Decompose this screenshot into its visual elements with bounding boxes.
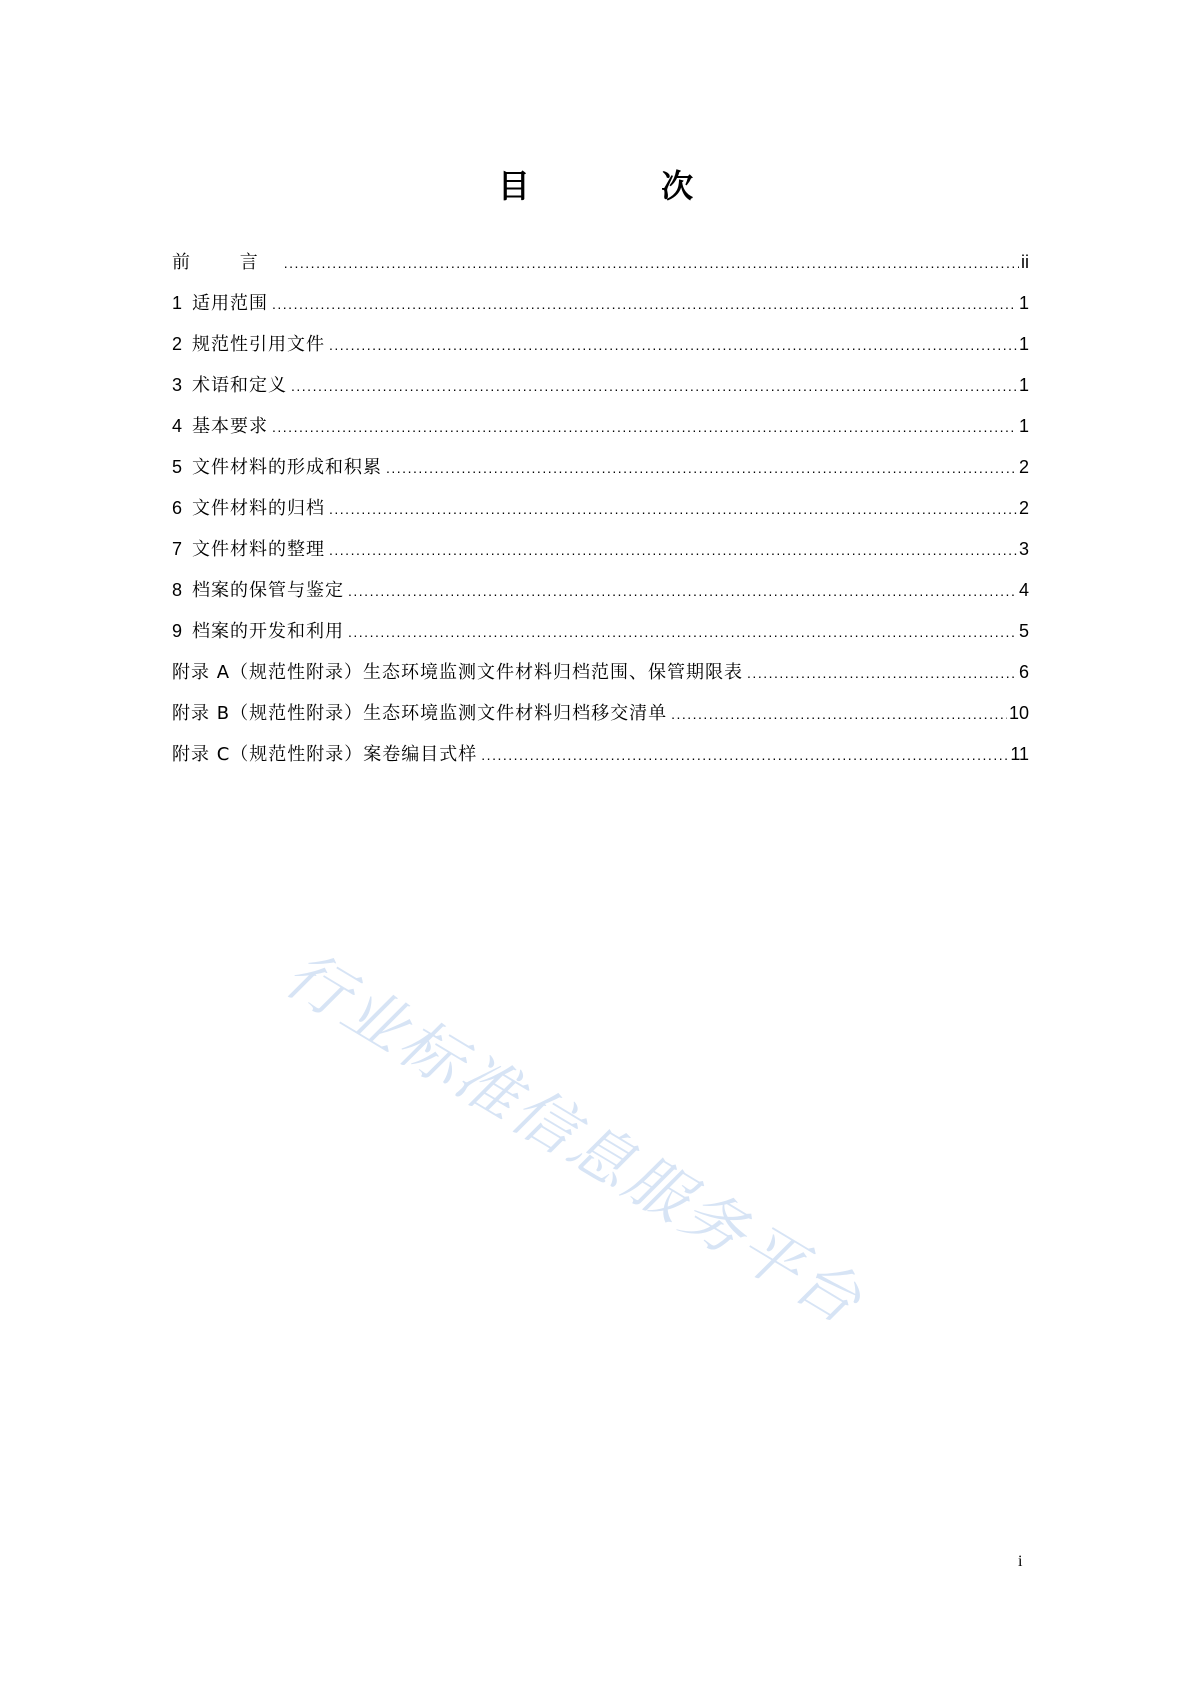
toc-entry-label: 前 言 — [172, 252, 280, 273]
toc-entry-foreword[interactable] — [172, 248, 1029, 289]
toc-entry-scope[interactable] — [172, 289, 1029, 330]
toc-leader-dots — [348, 618, 1017, 646]
toc-leader-dots — [329, 536, 1017, 564]
toc-entry-label: 附录 A（规范性附录）生态环境监测文件材料归档范围、保管期限表 — [172, 662, 744, 683]
toc-leader-dots — [284, 249, 1019, 277]
page-number: i — [1018, 1553, 1023, 1570]
toc-entry-page: 6 — [1018, 662, 1029, 682]
toc-entry-arrangement[interactable] — [172, 535, 1029, 576]
toc-entry-terms-definitions[interactable] — [172, 371, 1029, 412]
toc-leader-dots — [329, 331, 1017, 359]
toc-entry-label: 术语和定义 — [192, 375, 288, 396]
toc-entry-label: 规范性引用文件 — [192, 334, 326, 355]
toc-entry-number: 4 — [172, 416, 183, 436]
toc-entry-page: 4 — [1018, 580, 1029, 600]
toc-entry-formation-accumulation[interactable] — [172, 453, 1029, 494]
toc-entry-appendix-c[interactable] — [172, 740, 1029, 781]
toc-entry-page: 11 — [1010, 744, 1029, 764]
toc-entry-label: 附录 B（规范性附录）生态环境监测文件材料归档移交清单 — [172, 703, 668, 724]
watermark: 行业标准信息服务平台 — [272, 936, 877, 1340]
toc-entry-appendix-b[interactable] — [172, 699, 1029, 740]
toc-leader-dots — [671, 700, 1007, 728]
toc-entry-label: 基本要求 — [192, 416, 269, 437]
toc-entry-development-utilization[interactable] — [172, 617, 1029, 658]
toc-entry-page: 1 — [1018, 375, 1029, 395]
toc-leader-dots — [272, 290, 1017, 318]
toc-entry-page: 2 — [1018, 457, 1029, 477]
toc-entry-page: 2 — [1018, 498, 1029, 518]
toc-leader-dots — [348, 577, 1017, 605]
toc-entry-label: 档案的开发和利用 — [192, 621, 345, 642]
toc-entry-number: 7 — [172, 539, 183, 559]
toc-entry-normative-references[interactable] — [172, 330, 1029, 371]
toc-entry-page: 3 — [1018, 539, 1029, 559]
toc-entry-label: 文件材料的形成和积累 — [192, 457, 383, 478]
toc-entry-number: 2 — [172, 334, 183, 354]
toc-entry-page: 5 — [1018, 621, 1029, 641]
toc-entry-number: 8 — [172, 580, 183, 600]
toc-entry-number: 5 — [172, 457, 183, 477]
toc-entry-number: 1 — [172, 293, 183, 313]
toc-entry-filing[interactable] — [172, 494, 1029, 535]
toc-entry-label: 文件材料的整理 — [192, 539, 326, 560]
toc-entry-page: 1 — [1018, 334, 1029, 354]
toc-leader-dots — [329, 495, 1017, 523]
toc-leader-dots — [291, 372, 1017, 400]
toc-entry-page: ii — [1021, 252, 1029, 272]
toc-entry-label: 附录 C（规范性附录）案卷编目式样 — [172, 744, 478, 765]
toc-entry-label: 档案的保管与鉴定 — [192, 580, 345, 601]
toc-entry-label: 文件材料的归档 — [192, 498, 326, 519]
toc-leader-dots — [747, 659, 1017, 687]
toc-leader-dots — [386, 454, 1017, 482]
toc-entry-custody-appraisal[interactable] — [172, 576, 1029, 617]
toc-leader-dots — [481, 741, 1008, 769]
toc-entry-page: 10 — [1008, 703, 1029, 723]
toc-entry-basic-requirements[interactable] — [172, 412, 1029, 453]
toc-entry-appendix-a[interactable] — [172, 658, 1029, 699]
toc-entry-page: 1 — [1018, 416, 1029, 436]
toc-entry-number: 9 — [172, 621, 183, 641]
toc-entry-number: 3 — [172, 375, 183, 395]
toc-entry-page: 1 — [1018, 293, 1029, 313]
toc-leader-dots — [272, 413, 1017, 441]
page-title: 目 次 — [497, 167, 754, 205]
toc-entry-number: 6 — [172, 498, 183, 518]
table-of-contents — [172, 248, 1029, 781]
toc-entry-label: 适用范围 — [192, 293, 269, 314]
